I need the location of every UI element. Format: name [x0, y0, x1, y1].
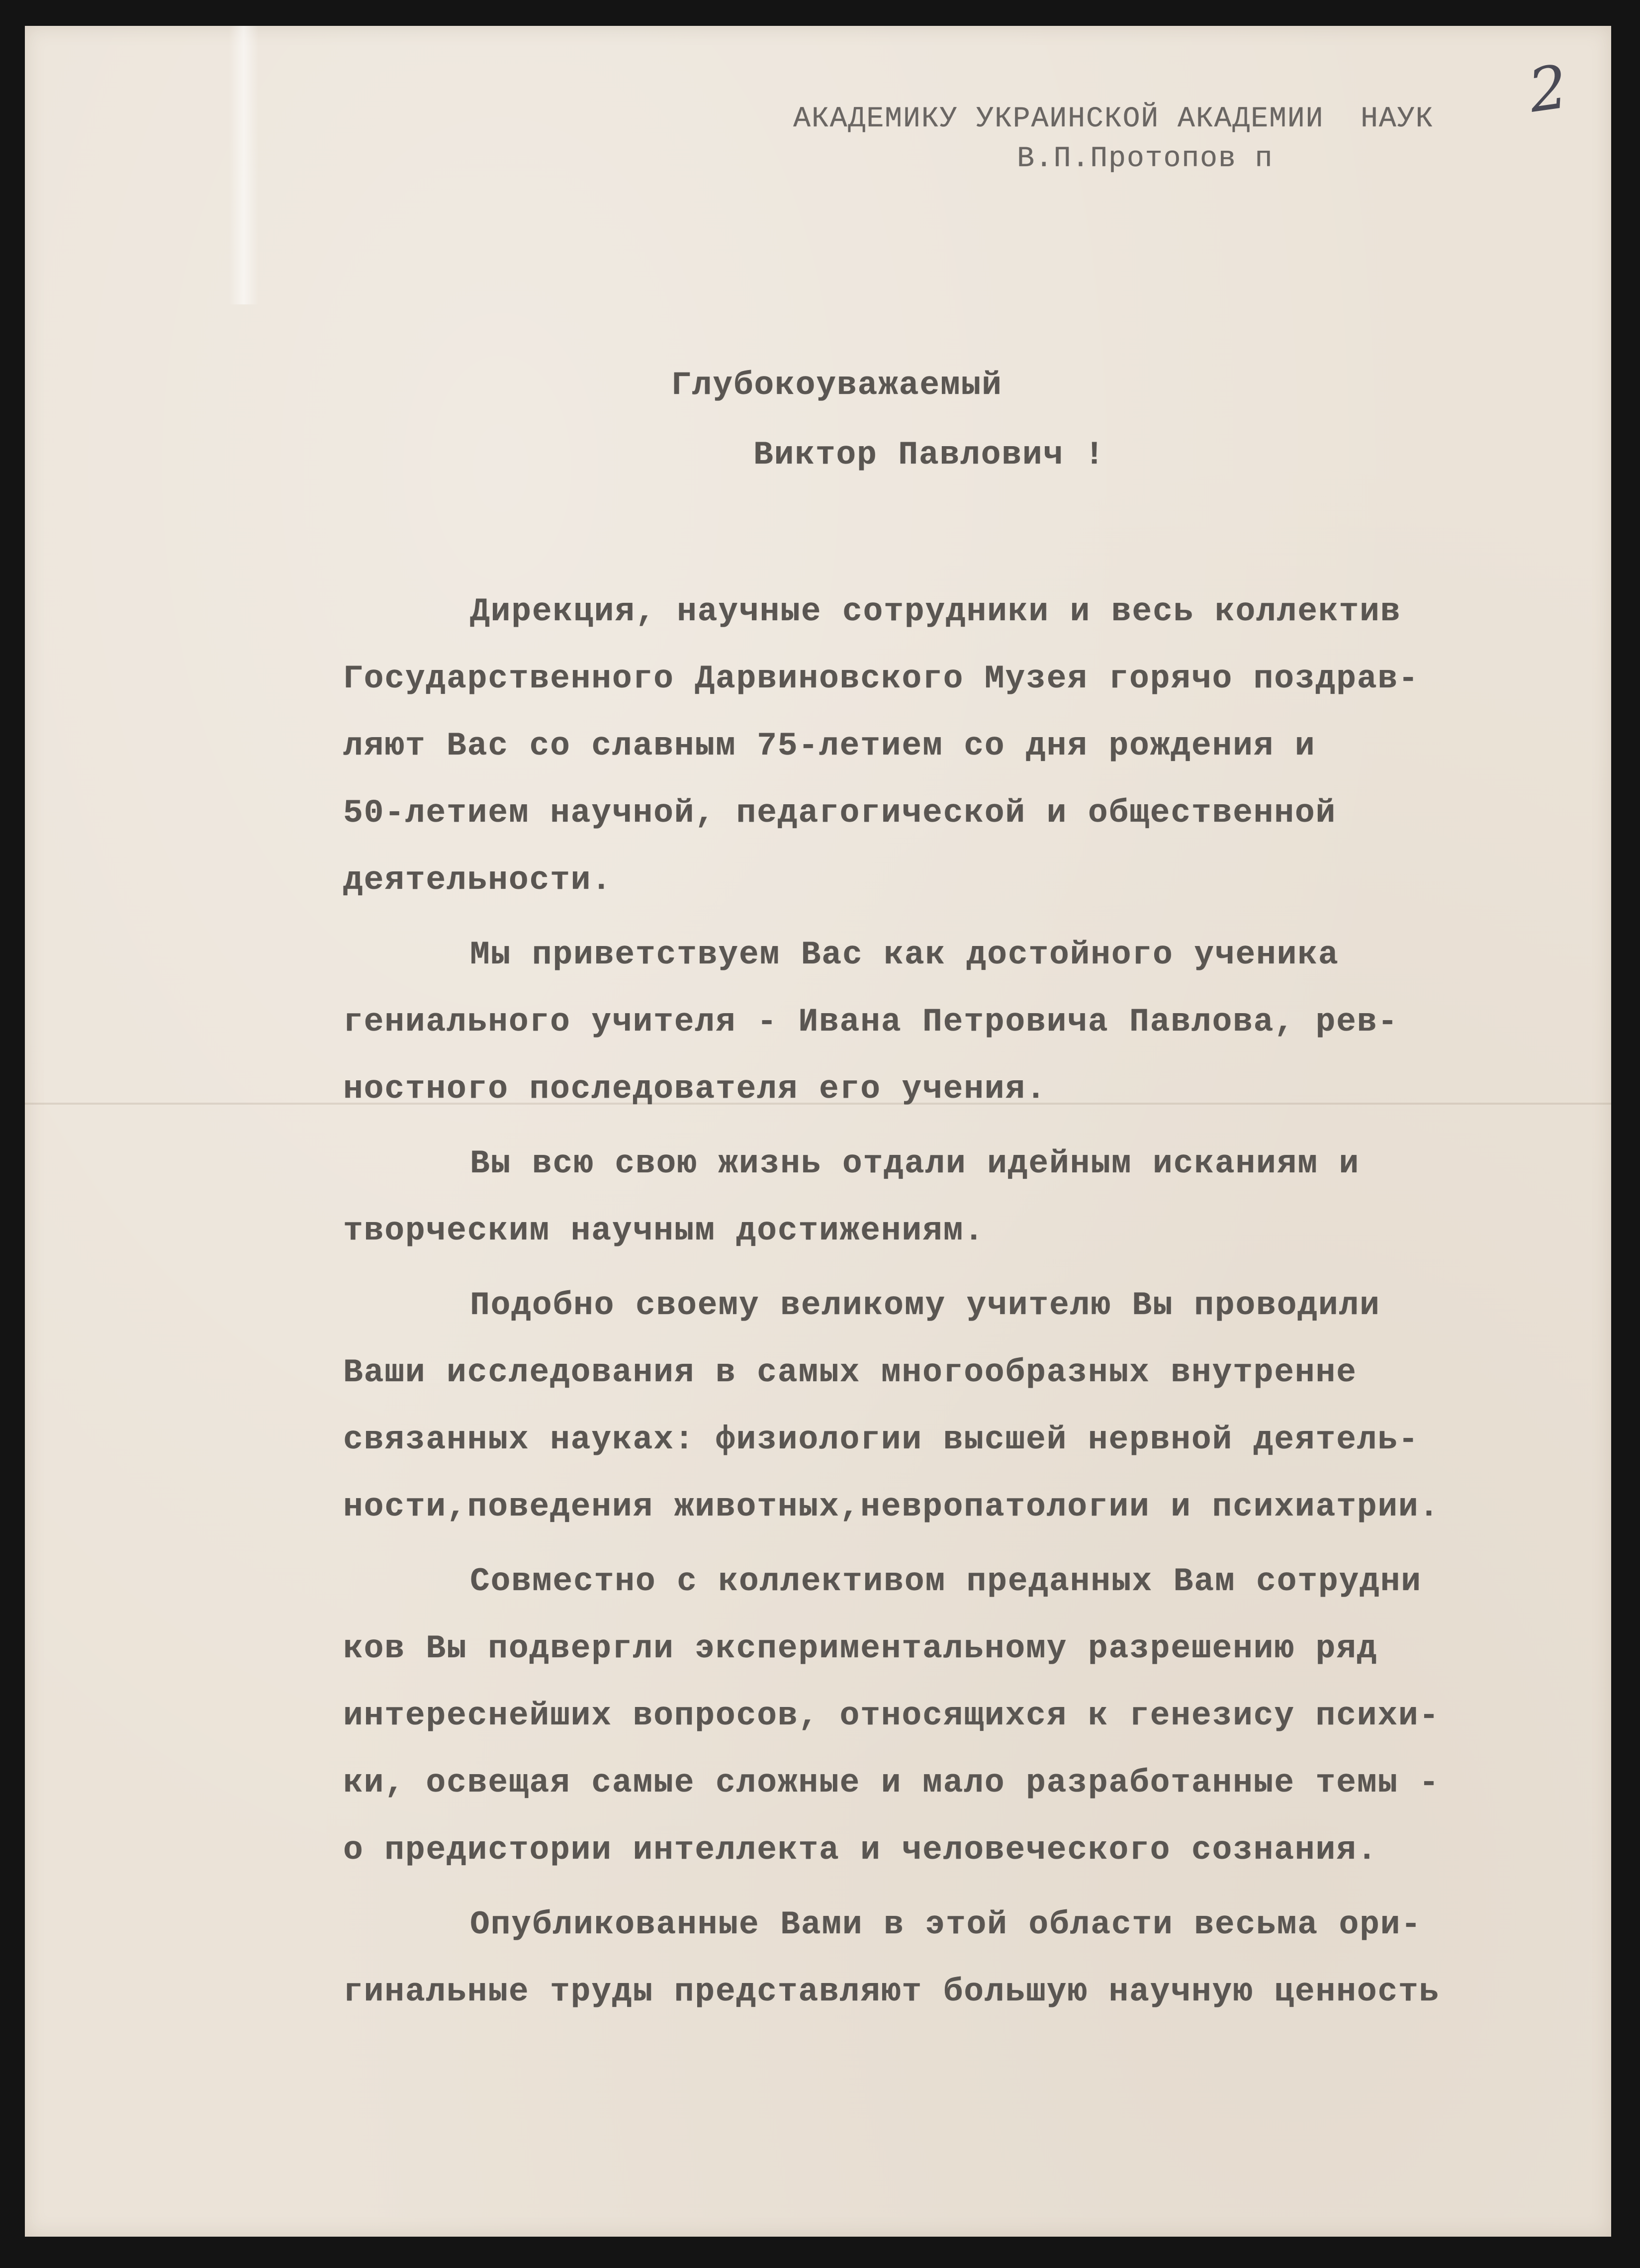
body-line: ки, освещая самые сложные и мало разработанные темы - [343, 1764, 1440, 1801]
body-line: связанных науках: физиологии высшей нервной деятель- [343, 1421, 1419, 1458]
body-line: ков Вы подвергли экспериментальному разрешению ряд [343, 1630, 1378, 1667]
body-line: интереснейших вопросов, относящихся к генезису психи- [343, 1697, 1440, 1734]
body-line: творческим научным достижениям. [343, 1212, 985, 1249]
handwritten-page-number: 2 [1524, 52, 1572, 126]
body-line: деятельности. [343, 861, 612, 899]
addressee-line-1: АКАДЕМИКУ УКРАИНСКОЙ АКАДЕМИИ НАУК [793, 103, 1434, 135]
body-line: Опубликованные Вами в этой области весьма ори- [470, 1906, 1422, 1943]
salutation-line-2: Виктор Павлович ! [753, 436, 1105, 473]
body-line: Мы приветствуем Вас как достойного ученика [470, 936, 1339, 973]
body-line: ности,поведения животных,невропатологии и психиатрии. [343, 1488, 1440, 1525]
body-line: Государственного Дарвиновского Музея горячо поздрав- [343, 660, 1419, 697]
addressee-line-2: В.П.Протопов п [1017, 143, 1274, 175]
body-line: Дирекция, научные сотрудники и весь коллектив [470, 593, 1401, 630]
paper-edge-damage [229, 26, 259, 304]
body-line: гинальные труды представляют большую научную ценность [343, 1973, 1440, 2010]
body-line: 50-летием научной, педагогической и общественной [343, 794, 1337, 832]
letter-page [25, 26, 1611, 2237]
body-line: Вы всю свою жизнь отдали идейным исканиям и [470, 1145, 1360, 1182]
body-line: ностного последователя его учения. [343, 1070, 1047, 1108]
body-line: Подобно своему великому учителю Вы проводили [470, 1287, 1380, 1324]
body-line: гениального учителя - Ивана Петровича Павлова, рев- [343, 1003, 1398, 1040]
body-line: о предистории интеллекта и человеческого сознания. [343, 1831, 1378, 1869]
body-line: ляют Вас со славным 75-летием со дня рождения и [343, 727, 1316, 764]
body-line: Совместно с коллективом преданных Вам сотрудни [470, 1563, 1422, 1600]
salutation-line-1: Глубокоуважаемый [671, 367, 1002, 404]
body-line: Ваши исследования в самых многообразных внутренне [343, 1354, 1357, 1391]
